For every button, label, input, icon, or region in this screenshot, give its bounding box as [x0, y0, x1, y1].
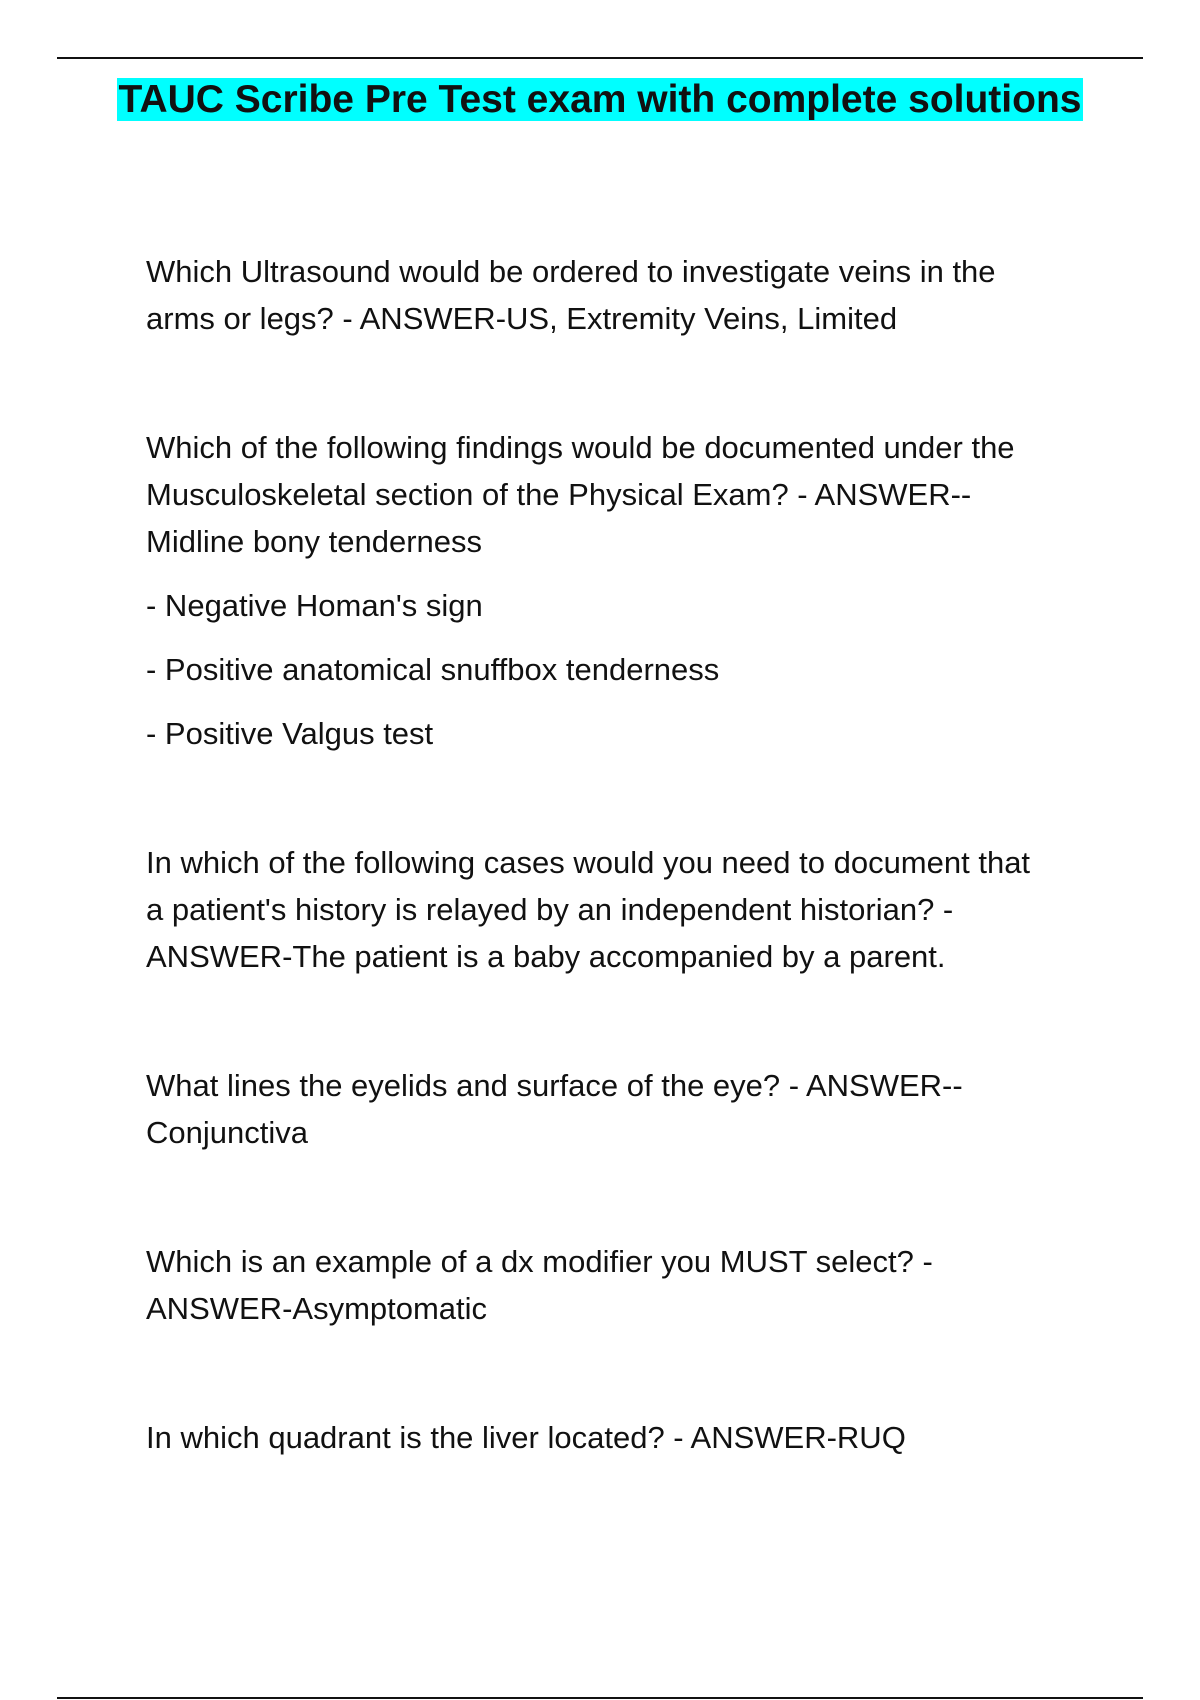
qa-item-3: In which of the following cases would you need to document that a patient's history is relayed by an independent historian? - ANSWER-The patient is a baby accompanied by a parent. — [146, 845, 1031, 974]
qa-item-2: Which of the following findings would be documented under the Musculoskeletal section of the Physical Exam? - ANSWER-- Midline bony tenderness — [146, 430, 1015, 559]
qa-item-1: Which Ultrasound would be ordered to investigate veins in the arms or legs? - ANSWER-US, Extremity Veins, Limited — [146, 254, 996, 336]
list-item: - Positive anatomical snuffbox tenderness — [146, 652, 720, 687]
bottom-rule — [57, 1697, 1143, 1699]
qa-item-5: Which is an example of a dx modifier you MUST select? - ANSWER-Asymptomatic — [146, 1244, 933, 1326]
qa-content — [146, 248, 1046, 1461]
qa-item-6: In which quadrant is the liver located? - ANSWER-RUQ — [146, 1420, 906, 1455]
title-highlight: TAUC Scribe Pre Test exam with complete solutions — [118, 78, 1082, 121]
qa-item-4: What lines the eyelids and surface of the eye? - ANSWER--Conjunctiva — [146, 1068, 963, 1150]
list-item: - Negative Homan's sign — [146, 588, 483, 623]
top-rule — [57, 57, 1143, 59]
document-title — [57, 70, 1143, 130]
list-item: - Positive Valgus test — [146, 716, 434, 751]
